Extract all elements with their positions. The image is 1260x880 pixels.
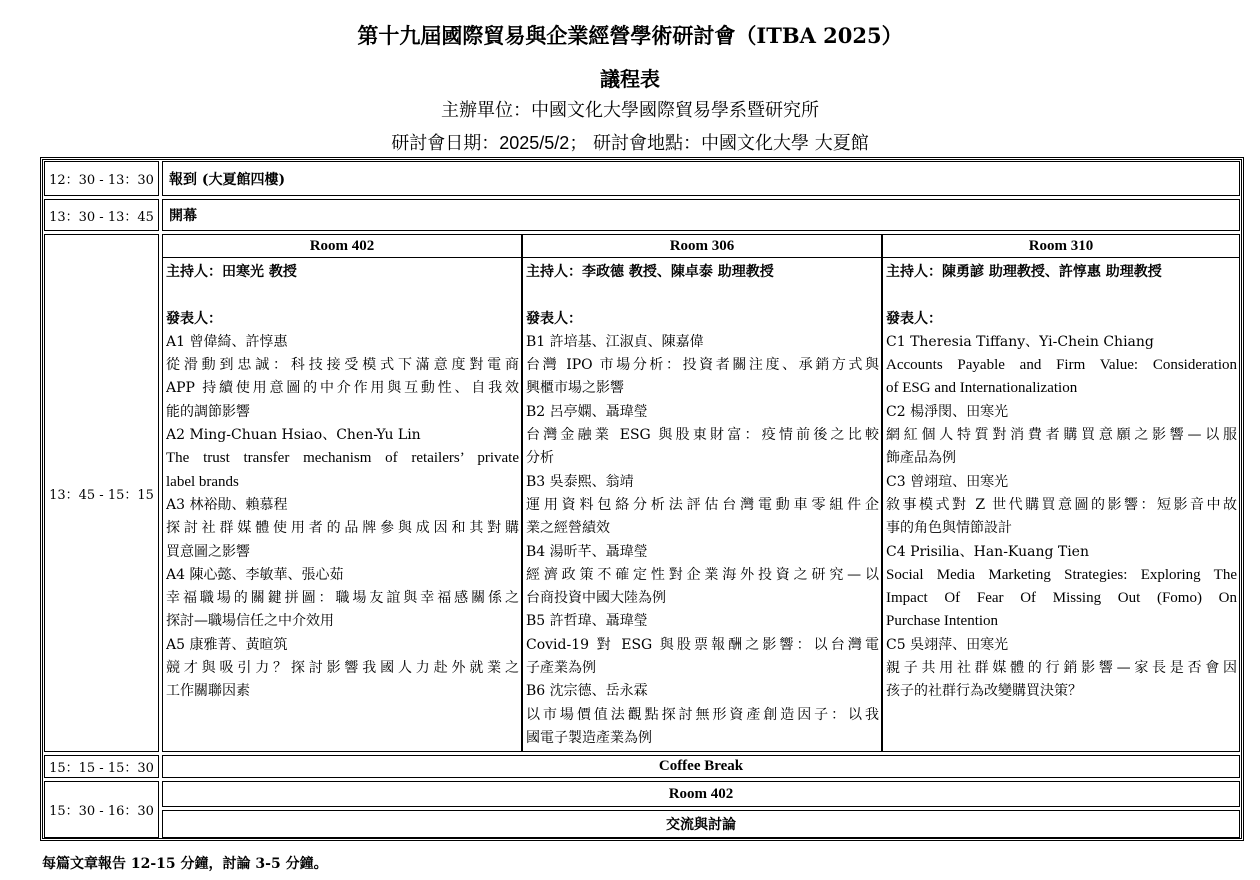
paper-line: Social Media Marketing Strategies: Exploring The (886, 566, 1237, 583)
paper-line: Covid-19 對 ESG 與股票報酬之影響：以台灣電 (526, 636, 879, 653)
paper-line: 幸福職場的關鍵拼圖：職場友誼與幸福感關係之 (166, 590, 519, 607)
paper-line: A2 Ming-Chuan Hsiao、Chen-Yu Lin (166, 427, 421, 444)
paper-line: 業之經營績效 (526, 520, 610, 537)
room-column (162, 234, 522, 752)
session-time: 13：45 - 15：15 (44, 234, 159, 752)
spacer (166, 284, 519, 307)
room-name: Room 310 (883, 235, 1239, 258)
room-column (882, 234, 1240, 752)
paper-line: 台灣 IPO 市場分析：投資者關注度、承銷方式與 (526, 357, 879, 374)
paper-line: 競才與吸引力？探討影響我國人力赴外就業之 (166, 660, 519, 677)
paper-line: The trust transfer mechanism of retailers’ private (166, 450, 519, 467)
paper-line: 經濟政策不確定性對企業海外投資之研究—以 (526, 566, 879, 583)
paper-line: 敘事模式對 Z 世代購買意圖的影響：短影音中故 (886, 496, 1237, 513)
paper-line: 興櫃市場之影響 (526, 380, 624, 397)
paper-line: Purchase Intention (886, 613, 999, 630)
paper-line: 國電子製造產業為例 (526, 729, 652, 746)
paper-line: C3 曾翊瑄、田寒光 (886, 473, 1009, 490)
paper-line: C1 Theresia Tiffany、Yi-Chein Chiang (886, 333, 1154, 350)
agenda-heading: 議程表 (600, 67, 660, 91)
paper-line: C4 Prisilia、Han-Kuang Tien (886, 543, 1089, 560)
date-label: 研討會日期： (391, 133, 500, 154)
organizer-line: 主辦單位：中國文化大學國際貿易學系暨研究所 (441, 100, 819, 121)
paper-line: B5 許哲瑋、聶瑋瑩 (526, 613, 648, 630)
paper-line: 網紅個人特質對消費者購買意願之影響—以服 (886, 427, 1237, 444)
coffee-break-label: Coffee Break (162, 755, 1240, 778)
paper-line: B4 湯昕芊、聶瑋瑩 (526, 543, 648, 560)
paper-line: B2 呂亭嫻、聶瑋瑩 (526, 403, 648, 420)
room-column (522, 234, 882, 752)
paper-line: 以市場價值法觀點探討無形資產創造因子：以我 (526, 706, 879, 723)
paper-line: label brands (166, 473, 239, 490)
paper-line: C5 吳翊萍、田寒光 (886, 636, 1009, 653)
footnote: 每篇文章報告 12-15 分鐘，討論 3-5 分鐘。 (42, 856, 328, 872)
paper-line: 孩子的社群行為改變購買決策？ (886, 683, 1082, 700)
room-402-papers (163, 258, 521, 704)
room-name: Room 306 (523, 235, 881, 258)
presenters-label: 發表人： (166, 310, 222, 327)
location-text: ； 研討會地點：中國文化大學 大夏館 (569, 133, 869, 154)
spacer (526, 284, 879, 307)
paper-line: 子產業為例 (526, 660, 596, 677)
paper-line: 分析 (526, 450, 554, 467)
conference-title: 第十九屆國際貿易與企業經營學術研討會（ITBA 2025） (357, 23, 903, 48)
paper-line: 台商投資中國大陸為例 (526, 590, 666, 607)
opening-label: 開幕 (162, 199, 1240, 231)
paper-line: APP 持續使用意圖的中介作用與互動性、自我效 (166, 380, 519, 397)
paper-line: Accounts Payable and Firm Value: Consideration (886, 357, 1237, 374)
session-host: 主持人：陳勇諺 助理教授、許惇惠 助理教授 (886, 264, 1162, 280)
paper-line: C2 楊淨閔、田寒光 (886, 403, 1009, 420)
paper-line: of ESG and Internationalization (886, 380, 1078, 397)
registration-label: 報到 (大夏館四樓) (162, 161, 1240, 196)
presenters-label: 發表人： (886, 310, 942, 327)
session-host: 主持人：田寒光 教授 (166, 264, 297, 280)
paper-line: A4 陳心懿、李敏華、張心茹 (166, 566, 344, 583)
date-value: 2025/5/2 (499, 133, 570, 153)
paper-line: B6 沈宗德、岳永霖 (526, 683, 648, 700)
presenters-label: 發表人： (526, 310, 582, 327)
room-306-papers (523, 258, 881, 750)
schedule-table (40, 157, 1244, 841)
paper-line: 運用資料包絡分析法評估台灣電動車零組件企 (526, 496, 879, 513)
room-310-papers (883, 258, 1239, 704)
coffee-time: 15：15 - 15：30 (44, 755, 159, 778)
paper-line: 工作關聯因素 (166, 683, 250, 700)
paper-line: B1 許培基、江淑貞、陳嘉偉 (526, 333, 704, 350)
opening-time: 13：30 - 13：45 (44, 199, 159, 231)
paper-line: 飾產品為例 (886, 450, 956, 467)
room-name: Room 402 (163, 235, 521, 258)
paper-line: B3 吳泰熙、翁靖 (526, 473, 634, 490)
paper-line: 從滑動到忠誠：科技接受模式下滿意度對電商 (166, 357, 519, 374)
session-host: 主持人：李政德 教授、陳卓泰 助理教授 (526, 264, 774, 280)
paper-line: 探討—職場信任之中介效用 (166, 613, 334, 630)
closing-label: 交流與討論 (162, 810, 1240, 838)
paper-line: Impact Of Fear Of Missing Out (Fomo) On (886, 590, 1237, 607)
date-location-line (0, 129, 1260, 155)
registration-time: 12：30 - 13：30 (44, 161, 159, 196)
paper-line: 事的角色與情節設計 (886, 520, 1012, 537)
paper-line: A5 康雅菁、黃暄筑 (166, 636, 288, 653)
spacer (886, 284, 1237, 307)
paper-line: A1 曾偉綺、許惇惠 (166, 333, 288, 350)
closing-room: Room 402 (162, 781, 1240, 807)
paper-line: 台灣金融業 ESG 與股東財富：疫情前後之比較 (526, 427, 879, 444)
paper-line: 親子共用社群媒體的行銷影響—家長是否會因 (886, 660, 1237, 677)
paper-line: 買意圖之影響 (166, 543, 250, 560)
closing-time: 15：30 - 16：30 (44, 781, 159, 838)
paper-line: 能的調節影響 (166, 403, 250, 420)
paper-line: 探討社群媒體使用者的品牌參與成因和其對購 (166, 520, 519, 537)
paper-line: A3 林裕勛、賴慕程 (166, 496, 288, 513)
